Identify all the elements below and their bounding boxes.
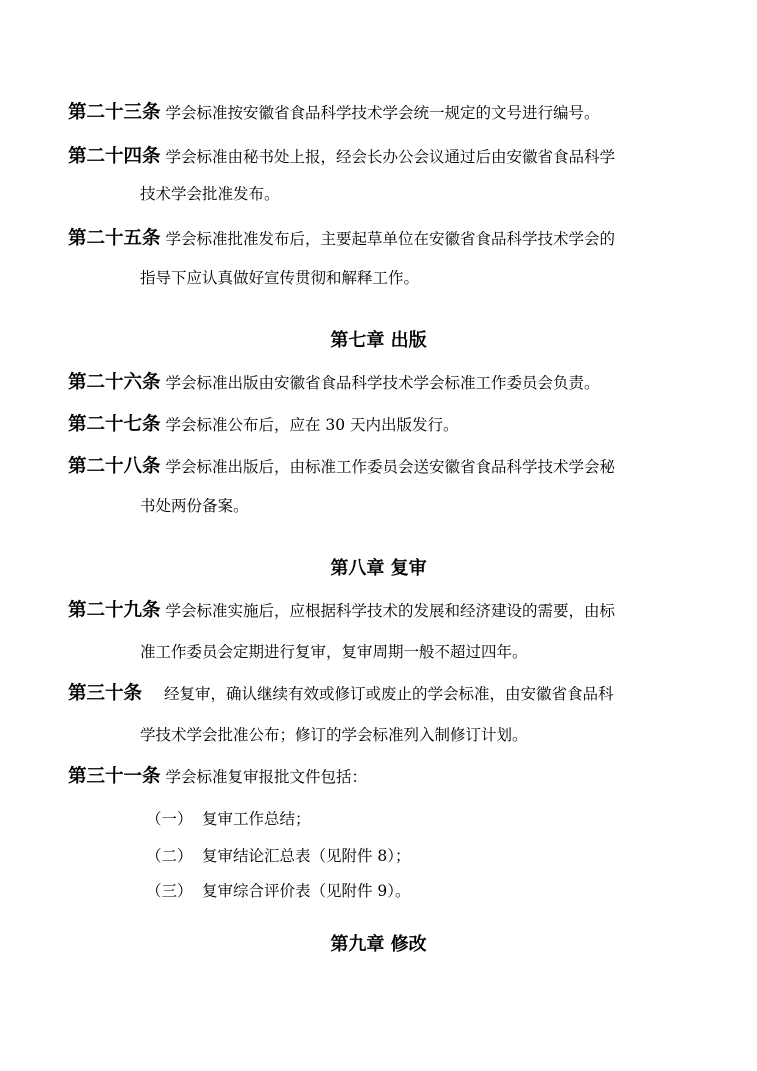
article-25 <box>68 227 615 251</box>
chapter-9-heading: 第九章 修改 <box>330 934 427 955</box>
article-label: 第二十九条 <box>68 600 161 621</box>
article-text: 学会标准批准发布后，主要起草单位在安徽省食品科学技术学会的 <box>165 230 615 248</box>
article-label: 第三十一条 <box>68 766 161 787</box>
article-24-continuation: 技术学会批准发布。 <box>140 185 280 203</box>
article-text: 学会标准出版后，由标准工作委员会送安徽省食品科学技术学会秘 <box>165 458 615 476</box>
article-text: 学会标准公布后，应在 30 天内出版发行。 <box>165 416 459 434</box>
article-text: 学会标准实施后，应根据科学技术的发展和经济建设的需要，由标 <box>165 602 615 620</box>
list-item-number: （一） <box>146 810 193 828</box>
chapter-8-heading: 第八章 复审 <box>330 558 427 579</box>
article-label: 第二十五条 <box>68 228 161 249</box>
article-29-continuation: 准工作委员会定期进行复审，复审周期一般不超过四年。 <box>140 643 528 661</box>
article-24 <box>68 145 615 169</box>
article-28 <box>68 455 615 479</box>
list-item-number: （二） <box>146 847 193 865</box>
article-23 <box>68 101 599 125</box>
article-30 <box>68 682 614 706</box>
article-text: 学会标准复审报批文件包括： <box>165 768 367 786</box>
article-label: 第二十七条 <box>68 414 161 435</box>
list-item-text: 复审综合评价表（见附件 9）。 <box>202 882 411 900</box>
chapter-7-heading: 第七章 出版 <box>330 330 427 351</box>
article-label: 第二十八条 <box>68 456 161 477</box>
article-25-continuation: 指导下应认真做好宣传贯彻和解释工作。 <box>140 269 420 287</box>
list-item <box>146 807 311 831</box>
article-31 <box>68 765 367 789</box>
article-text: 学会标准由秘书处上报，经会长办公会议通过后由安徽省食品科学 <box>165 148 615 166</box>
article-text: 学会标准按安徽省食品科学技术学会统一规定的文号进行编号。 <box>165 104 600 122</box>
article-label: 第三十条 <box>68 683 143 704</box>
article-26 <box>68 371 599 395</box>
list-item-text: 复审结论汇总表（见附件 8）； <box>202 847 411 865</box>
list-item-number: （三） <box>146 882 193 900</box>
article-label: 第二十四条 <box>68 146 161 167</box>
article-30-continuation: 学技术学会批准公布；修订的学会标准列入制修订计划。 <box>140 726 528 744</box>
article-27 <box>68 413 459 437</box>
article-text: 经复审，确认继续有效或修订或废止的学会标准，由安徽省食品科 <box>164 685 614 703</box>
article-28-continuation: 书处两份备案。 <box>140 497 249 515</box>
list-item <box>146 879 411 903</box>
article-29 <box>68 599 615 623</box>
article-label: 第二十三条 <box>68 102 161 123</box>
list-item <box>146 844 411 868</box>
article-label: 第二十六条 <box>68 372 161 393</box>
list-item-text: 复审工作总结； <box>202 810 311 828</box>
article-text: 学会标准出版由安徽省食品科学技术学会标准工作委员会负责。 <box>165 374 600 392</box>
